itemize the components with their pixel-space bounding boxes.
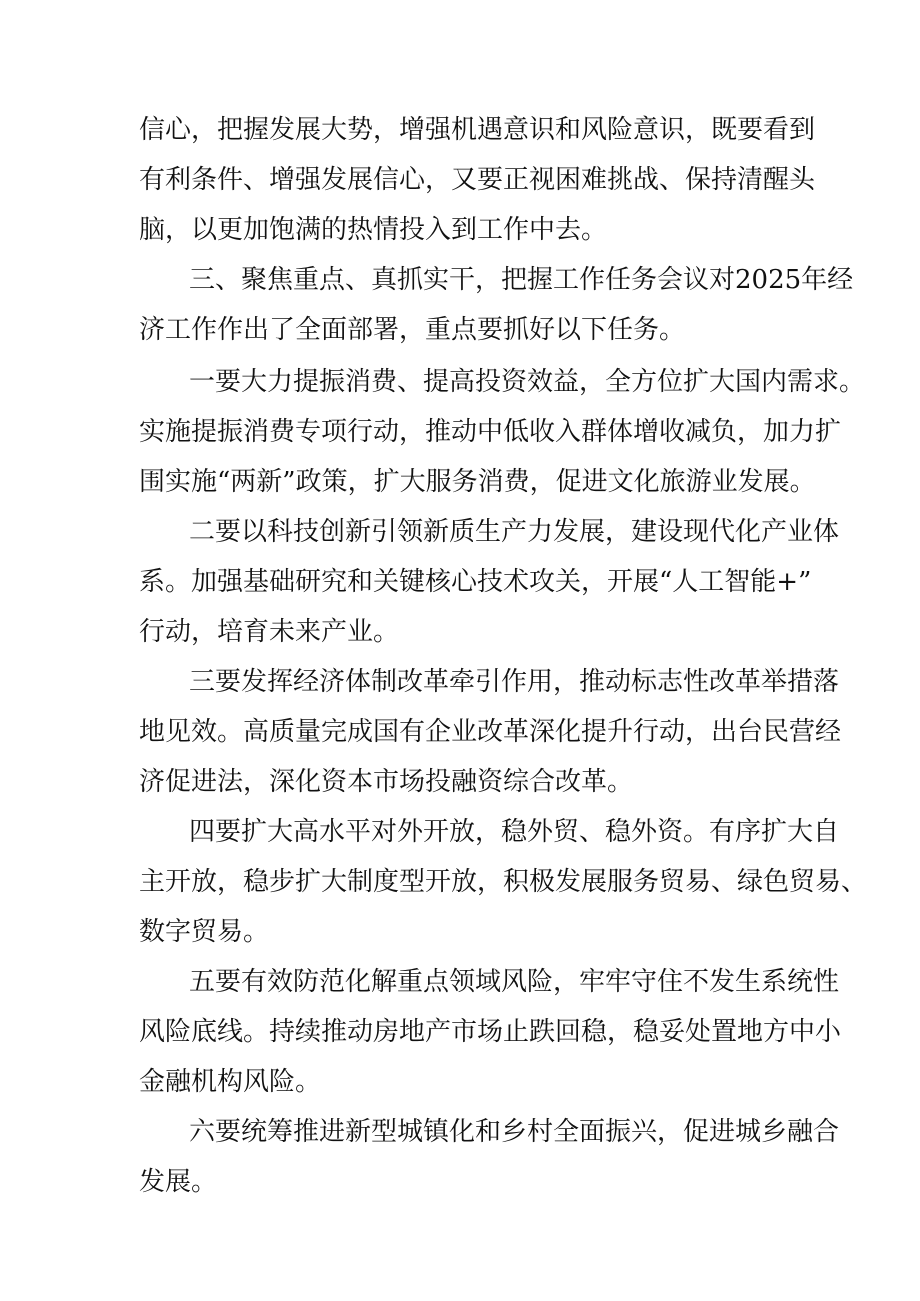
text-line: 信心，把握发展大势，增强机遇意识和风险意识，既要看到 bbox=[139, 115, 816, 145]
text-line: 数字贸易。 bbox=[139, 917, 270, 947]
text-line: 行动，培育未来产业。 bbox=[139, 617, 400, 647]
text-line: 主开放，稳步扩大制度型开放，积极发展服务贸易、绿色贸易、 bbox=[139, 867, 868, 897]
text-line: 一要大力提振消费、提高投资效益，全方位扩大国内需求。 bbox=[189, 367, 866, 397]
text-line: 地见效。高质量完成国有企业改革深化提升行动，出台民营经 bbox=[139, 717, 842, 747]
text-line: 三、聚焦重点、真抓实干，把握工作任务会议对2025年经 bbox=[189, 265, 854, 295]
text-line: 脑，以更加饱满的热情投入到工作中去。 bbox=[139, 215, 608, 245]
text-line: 金融机构风险。 bbox=[139, 1067, 322, 1097]
text-line: 系。加强基础研究和关键核心技术攻关，开展“人工智能+” bbox=[139, 567, 812, 597]
text-line: 三要发挥经济体制改革牵引作用，推动标志性改革举措落 bbox=[189, 667, 840, 697]
text-line: 济工作作出了全面部署，重点要抓好以下任务。 bbox=[139, 315, 686, 345]
text-line: 五要有效防范化解重点领域风险，牢牢守住不发生系统性 bbox=[189, 967, 840, 997]
text-line: 发展。 bbox=[139, 1167, 218, 1197]
text-line: 四要扩大高水平对外开放，稳外贸、稳外资。有序扩大自 bbox=[189, 817, 840, 847]
text-line: 实施提振消费专项行动，推动中低收入群体增收减负，加力扩 bbox=[139, 417, 842, 447]
text-line: 二要以科技创新引领新质生产力发展，建设现代化产业体 bbox=[189, 517, 840, 547]
text-line: 济促进法，深化资本市场投融资综合改革。 bbox=[139, 767, 634, 797]
text-line: 有利条件、增强发展信心，又要正视困难挑战、保持清醒头 bbox=[139, 165, 816, 195]
text-line: 六要统筹推进新型城镇化和乡村全面振兴，促进城乡融合 bbox=[189, 1117, 840, 1147]
text-line: 风险底线。持续推动房地产市场止跌回稳，稳妥处置地方中小 bbox=[139, 1017, 842, 1047]
text-line: 围实施“两新”政策，扩大服务消费，促进文化旅游业发展。 bbox=[139, 467, 816, 497]
